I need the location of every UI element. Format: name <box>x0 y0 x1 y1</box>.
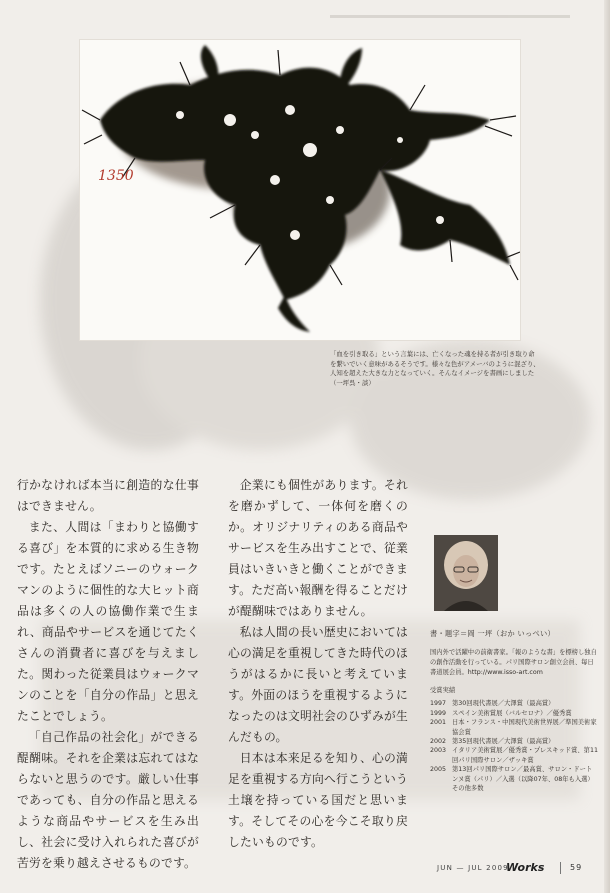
award-item: 2003 イタリア美術賞展／優秀賞・プレスキッド賞、第11回パリ国際サロン／ザッキ賞 <box>430 747 598 764</box>
footer-divider <box>560 862 561 874</box>
body-column-2 <box>228 475 408 853</box>
paragraph: 私は人間の長い歴史においては心の満足を重視してきた時代のほうがはるかに長いと考えています。外面のほうを重視するようになったのは文明社会のひずみが生んだもの。 <box>228 624 408 744</box>
page-number: 59 <box>570 863 583 872</box>
paragraph: 日本は本来足るを知り、心の満足を重視する方向へ行こうという土壌を持っている国だと思います。そしてその心を今こそ取り戻したいものです。 <box>228 750 408 849</box>
ink-artwork <box>80 40 520 340</box>
paragraph: また、人間は「まわりと協働する喜び」を本質的に求める生き物です。たとえばソニーのウォークマンのように個性的な大ヒット商品は多くの人の協働作業で生まれ、商品やサービスを通じてたくさんの消費者に喜びを与えました。関わった従業員はウォークマンのことを「自分の作品」と思えたことでしょう。 <box>17 519 199 723</box>
author-portrait <box>434 535 498 611</box>
author-name: 書・題字＝岡 一坪（おか いっぺい） <box>430 629 555 638</box>
body-column-1 <box>17 475 199 874</box>
award-item: 2002 第35回現代書展／大澤賞（最高賞） <box>430 738 555 745</box>
paragraph: 「自己作品の社会化」ができる醍醐味。それを企業は忘れてはならないと思うのです。厳しい仕事であっても、自分の作品と思えるような商品やサービスを生み出し、社会に受け入れられた喜びが苦労を乗り越えさせるものです。 <box>17 729 199 870</box>
awards-list <box>430 699 598 793</box>
author-profile <box>430 535 598 794</box>
author-bio: 国内外で活躍中の前衛書家。「報のような書」を標榜し独自の創作活動を行っている。パリ国際サロン創立会員、毎日書道展会員。http://www.isso-art.com <box>430 649 597 676</box>
magazine-brand: Works <box>506 861 545 874</box>
award-item: 2005 第13回パリ国際サロン／最高賞、サロン・ドートンヌ賞（パリ）／入選（以降07年、08年も入選）その他多数 <box>430 766 594 793</box>
page-footer <box>0 862 610 876</box>
artwork-inscription: 1350 <box>98 168 134 184</box>
paragraph: 企業にも個性があります。それを磨かずして、一体何を磨くのか。オリジナリティのある商品やサービスを生み出すことで、従業員はいきいきと働くことができます。ただ高い報酬を得ることだけが醍醐味ではありません。 <box>228 478 408 618</box>
paragraph: 行かなければ本当に創造的な仕事はできません。 <box>17 478 199 513</box>
page-edge-shadow <box>604 0 610 893</box>
issue-date: JUN — JUL 2009 <box>437 864 509 872</box>
award-item: 2001 日本・フランス・中国現代美術世界展／準国美術家協会賞 <box>430 719 597 736</box>
awards-heading: 受賞実績 <box>430 687 456 695</box>
artwork-caption: 「血を引き取る」という言葉には、亡くなった魂を持る者が引き取り命を繋いでいく意味があるそうです。様々な色がアメーバのように混ざり、人知を超えた大きな力となっていく。そんなイメージを書画にしました（一坪呉・談） <box>330 350 540 387</box>
award-item: 1999 スペイン美術賞展（バルセロナ）／優秀賞 <box>430 709 572 717</box>
award-item: 1997 第30回現代書展／大澤賞（最高賞） <box>430 700 555 708</box>
portrait-image <box>434 535 498 611</box>
ink-splash-image <box>80 40 520 340</box>
